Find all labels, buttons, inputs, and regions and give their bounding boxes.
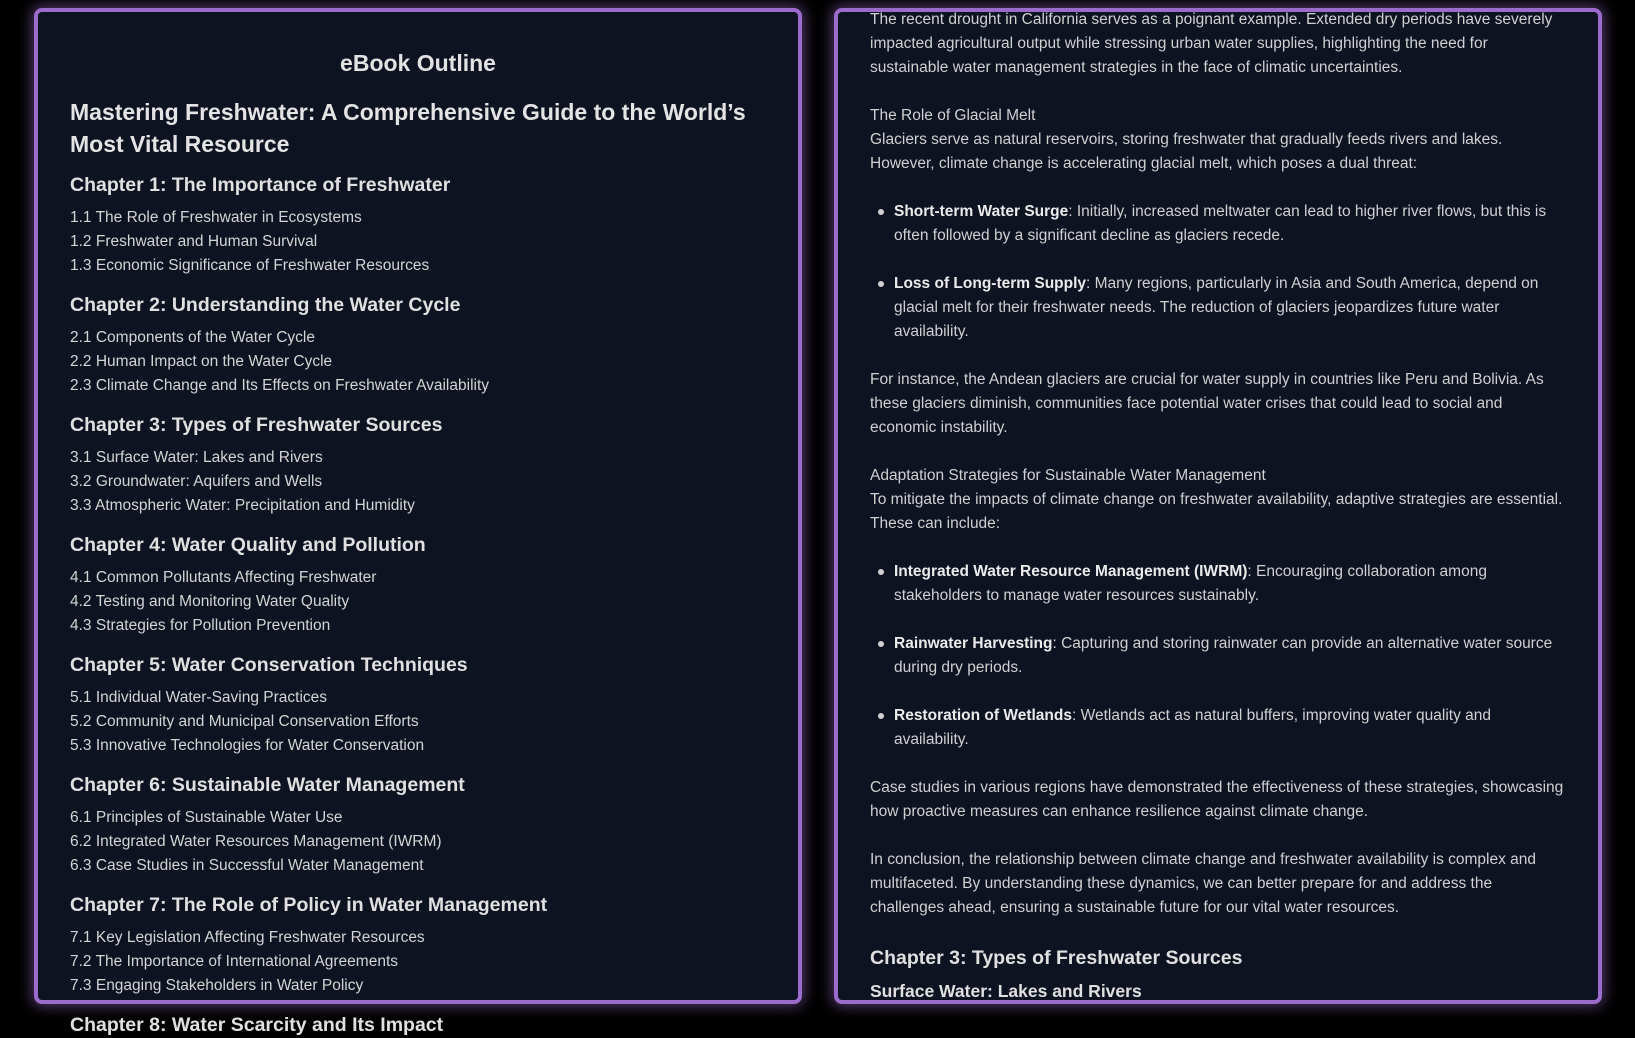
bullet-text: : Capturing and storing rainwater can provide an alternative water source during dry periods. [894, 635, 1553, 676]
section-item: 3.2 Groundwater: Aquifers and Wells [70, 473, 323, 490]
section-item: 7.3 Engaging Stakeholders in Water Policy [70, 977, 364, 994]
section-item: 4.3 Strategies for Pollution Prevention [70, 617, 331, 634]
section-item: 4.1 Common Pollutants Affecting Freshwater [70, 569, 377, 586]
section-item: 3.1 Surface Water: Lakes and Rivers [70, 449, 323, 466]
bullet-text: : Initially, increased meltwater can lead to higher river flows, but this is often followed by a significant decline as glaciers recede. [894, 203, 1547, 244]
adaptation-heading: Adaptation Strategies for Sustainable Water Management [870, 467, 1266, 484]
section-item: 2.3 Climate Change and Its Effects on Freshwater Availability [70, 377, 490, 394]
section-item: 1.3 Economic Significance of Freshwater Resources [70, 257, 430, 274]
book-title: Mastering Freshwater: A Comprehensive Guide to the World’s Most Vital Resource [70, 99, 746, 157]
case-studies-paragraph: Case studies in various regions have demonstrated the effectiveness of these strategies, showcasing how proactive measures can enhance resilience against climate change. [870, 779, 1564, 820]
section-item: 3.3 Atmospheric Water: Precipitation and Humidity [70, 497, 415, 514]
chapter-title: Chapter 8: Water Scarcity and Its Impact [70, 1014, 444, 1036]
adaptation-paragraph: To mitigate the impacts of climate change on freshwater availability, adaptive strategies are essential. These can include: [870, 491, 1563, 532]
bullet-text: : Wetlands act as natural buffers, improving water quality and availability. [894, 707, 1491, 748]
section-list [70, 806, 766, 878]
bullet-term: Restoration of Wetlands [894, 707, 1072, 724]
adaptation-bullet-list [870, 560, 1566, 752]
section-item: 7.1 Key Legislation Affecting Freshwater Resources [70, 929, 425, 946]
glacial-melt-paragraph: Glaciers serve as natural reservoirs, storing freshwater that gradually feeds rivers and lakes. However, climate change is accelerating glacial melt, which poses a dual threat: [870, 131, 1503, 172]
section-list [70, 566, 766, 638]
section-item: 7.2 The Importance of International Agreements [70, 953, 398, 970]
section-list [70, 206, 766, 278]
chapter-title: Chapter 2: Understanding the Water Cycle [70, 294, 461, 316]
section-item: 2.1 Components of the Water Cycle [70, 329, 315, 346]
section-item: 6.3 Case Studies in Successful Water Management [70, 857, 424, 874]
bullet-text: : Encouraging collaboration among stakeholders to manage water resources sustainably. [894, 563, 1487, 604]
section-list [70, 686, 766, 758]
section-item: 1.1 The Role of Freshwater in Ecosystems [70, 209, 362, 226]
andean-paragraph: For instance, the Andean glaciers are crucial for water supply in countries like Peru and Bolivia. As these glaciers diminish, communities face potential water crises that could lead to social and economic instability. [870, 371, 1544, 436]
bullet-term: Rainwater Harvesting [894, 635, 1053, 652]
chapter-title: Chapter 6: Sustainable Water Management [70, 774, 465, 796]
chapter-title: Chapter 7: The Role of Policy in Water Management [70, 894, 548, 916]
section-list [70, 446, 766, 518]
section-list [70, 926, 766, 998]
section-item: 5.3 Innovative Technologies for Water Conservation [70, 737, 425, 754]
section-item: 6.2 Integrated Water Resources Management (IWRM) [70, 833, 442, 850]
bullet-item [894, 200, 1566, 248]
chapter-list [70, 172, 766, 1038]
content-panel [834, 8, 1602, 1004]
section-item: 5.1 Individual Water-Saving Practices [70, 689, 328, 706]
bullet-item [894, 704, 1566, 752]
bullet-text: : Many regions, particularly in Asia and South America, depend on glacial melt for their freshwater needs. The reduction of glaciers jeopardizes future water availability. [894, 275, 1539, 340]
chapter-title: Chapter 5: Water Conservation Techniques [70, 654, 468, 676]
section-item: 1.2 Freshwater and Human Survival [70, 233, 318, 250]
bullet-term: Loss of Long-term Supply [894, 275, 1087, 292]
section-list [70, 326, 766, 398]
bullet-item [894, 272, 1566, 344]
glacial-bullet-list [870, 200, 1566, 344]
outline-heading: eBook Outline [340, 50, 496, 76]
bullet-term: Short-term Water Surge [894, 203, 1069, 220]
bullet-item [894, 632, 1566, 680]
section-item: 5.2 Community and Municipal Conservation Efforts [70, 713, 419, 730]
bullet-item [894, 560, 1566, 608]
outline-panel [34, 8, 802, 1036]
conclusion-paragraph: In conclusion, the relationship between climate change and freshwater availability is complex and multifaceted. By understanding these dynamics, we can better prepare for and address the challenges ahead, ensuring a sustainable future for our vital water resources. [870, 851, 1537, 916]
section-item: 4.2 Testing and Monitoring Water Quality [70, 593, 350, 610]
chapter-title: Chapter 4: Water Quality and Pollution [70, 534, 426, 556]
section-item: 2.2 Human Impact on the Water Cycle [70, 353, 333, 370]
chapter-title: Chapter 1: The Importance of Freshwater [70, 174, 451, 196]
outline-scroll-area[interactable] [38, 12, 798, 1038]
content-scroll-area[interactable] [838, 8, 1598, 1004]
glacial-melt-heading: The Role of Glacial Melt [870, 107, 1036, 124]
next-section-title: Surface Water: Lakes and Rivers [870, 981, 1142, 1001]
next-chapter-title: Chapter 3: Types of Freshwater Sources [870, 947, 1243, 969]
section-item: 6.1 Principles of Sustainable Water Use [70, 809, 343, 826]
bullet-term: Integrated Water Resource Management (IWRM) [894, 563, 1248, 580]
intro-paragraph: The recent drought in California serves as a poignant example. Extended dry periods have severely impacted agricultural output while stressing urban water supplies, highlighting the need for sustainable water management strategies in the face of climatic uncertainties. [870, 11, 1553, 76]
chapter-title: Chapter 3: Types of Freshwater Sources [70, 414, 443, 436]
